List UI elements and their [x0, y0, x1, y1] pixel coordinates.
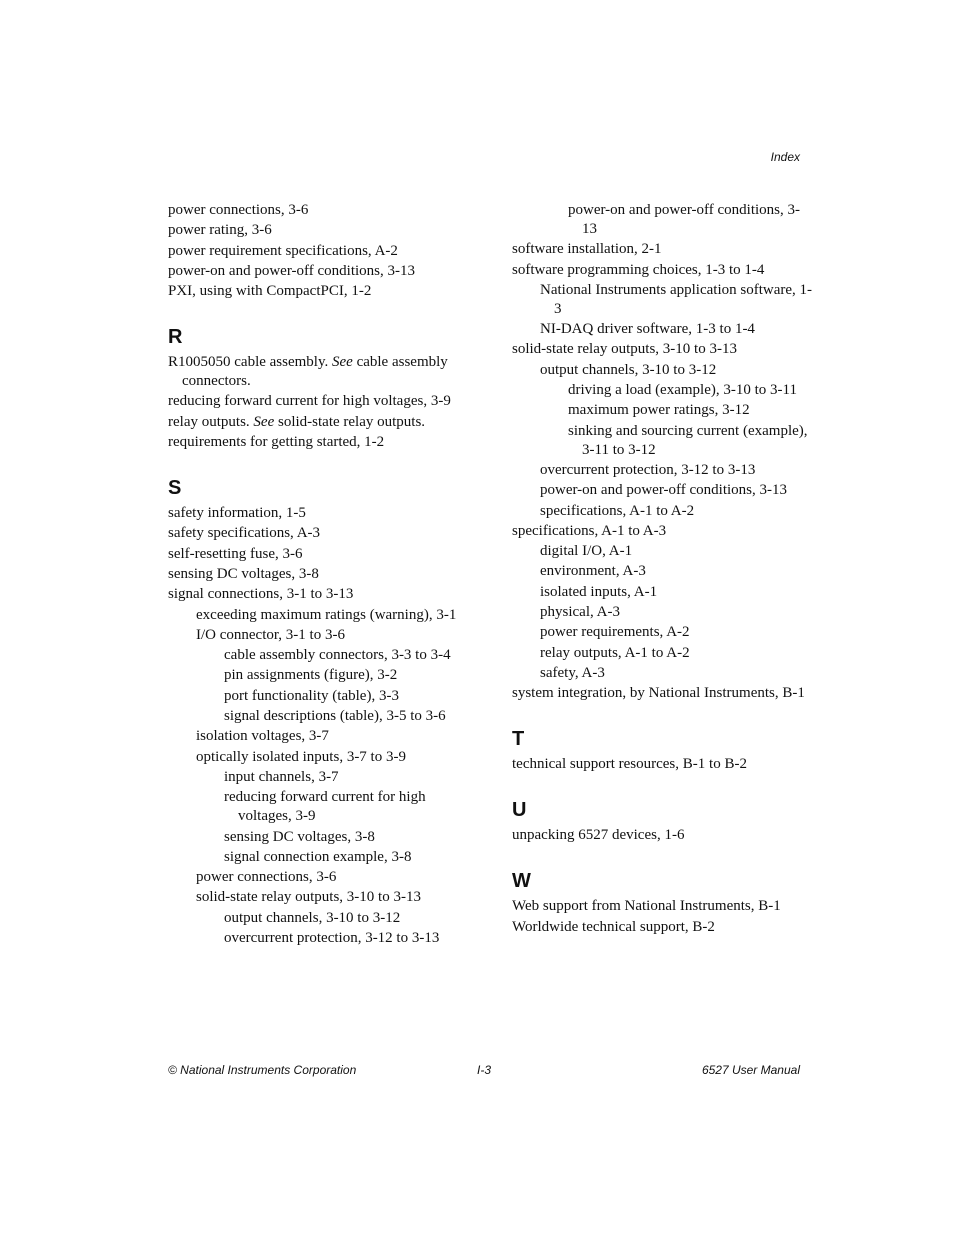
index-subsubentry: driving a load (example), 3-10 to 3-11	[568, 382, 797, 399]
index-subsubentry: input channels, 3-7	[224, 768, 339, 785]
section-letter-t: T	[512, 728, 525, 751]
index-subentry: output channels, 3-10 to 3-12	[540, 361, 717, 378]
index-subentry: digital I/O, A-1	[540, 543, 633, 560]
index-entry: specifications, A-1 to A-3	[512, 522, 667, 539]
index-subentry: overcurrent protection, 3-12 to 3-13	[540, 461, 756, 478]
footer-copyright: © National Instruments Corporation	[168, 1063, 357, 1077]
index-entry: software programming choices, 1-3 to 1-4	[512, 261, 765, 278]
index-entry: power requirement specifications, A-2	[168, 242, 398, 259]
index-entry: Worldwide technical support, B-2	[512, 918, 715, 935]
index-subentry: isolated inputs, A-1	[540, 583, 658, 600]
section-letter-r: R	[168, 326, 183, 349]
entry-text: solid-state relay outputs.	[274, 413, 426, 430]
index-subentry: power connections, 3-6	[196, 869, 337, 886]
entry-text: relay outputs.	[168, 413, 254, 430]
index-entry: power rating, 3-6	[168, 222, 272, 239]
index-subentry: power-on and power-off conditions, 3-13	[540, 482, 787, 499]
entry-text: cable assembly connectors.	[182, 354, 448, 390]
section-letter-u: U	[512, 799, 527, 822]
page-number: I-3	[477, 1063, 492, 1077]
index-subentry: relay outputs, A-1 to A-2	[540, 644, 690, 661]
index-subentry: physical, A-3	[540, 604, 620, 621]
index-entry: solid-state relay outputs, 3-10 to 3-13	[512, 341, 737, 358]
index-subsubentry: signal connection example, 3-8	[224, 848, 412, 865]
index-subsubentry: power-on and power-off conditions, 3-13	[568, 202, 800, 237]
index-entry: technical support resources, B-1 to B-2	[512, 756, 747, 773]
index-subentry: optically isolated inputs, 3-7 to 3-9	[196, 748, 406, 765]
index-subsubentry: cable assembly connectors, 3-3 to 3-4	[224, 647, 451, 664]
footer-manual-title: 6527 User Manual	[701, 1063, 800, 1077]
index-subentry: I/O connector, 3-1 to 3-6	[196, 626, 345, 643]
index-subentry: National Instruments application software, 1-3	[540, 281, 813, 317]
index-entry: signal connections, 3-1 to 3-13	[168, 586, 354, 603]
index-entry: power-on and power-off conditions, 3-13	[168, 262, 415, 279]
index-subsubentry: overcurrent protection, 3-12 to 3-13	[224, 930, 440, 947]
index-subsubentry: sinking and sourcing current (example), 3-11 to 3-12	[568, 422, 808, 458]
section-letter-s: S	[168, 477, 182, 500]
index-subentry: NI-DAQ driver software, 1-3 to 1-4	[540, 321, 755, 338]
index-subentry: power requirements, A-2	[540, 624, 690, 641]
index-column-left	[168, 201, 468, 949]
running-header: Index	[770, 150, 800, 164]
index-entry: PXI, using with CompactPCI, 1-2	[168, 283, 372, 300]
index-entry: requirements for getting started, 1-2	[168, 434, 385, 451]
index-subentry: exceeding maximum ratings (warning), 3-1	[196, 606, 457, 623]
index-subentry: environment, A-3	[540, 563, 646, 580]
index-entry: system integration, by National Instruments, B-1	[512, 685, 805, 702]
index-subsubentry: signal descriptions (table), 3-5 to 3-6	[224, 708, 446, 725]
see-reference: See	[253, 413, 275, 430]
section-letter-w: W	[512, 870, 531, 893]
index-entry: Web support from National Instruments, B-1	[512, 898, 781, 915]
index-entry: self-resetting fuse, 3-6	[168, 545, 303, 562]
index-entry	[168, 353, 468, 391]
index-subsubentry: reducing forward current for high voltages, 3-9	[224, 789, 426, 825]
index-subsubentry: maximum power ratings, 3-12	[568, 402, 750, 419]
index-entry: reducing forward current for high voltages, 3-9	[168, 393, 451, 410]
index-subsubentry: output channels, 3-10 to 3-12	[224, 909, 401, 926]
index-subsubentry: sensing DC voltages, 3-8	[224, 828, 375, 845]
index-subentry: solid-state relay outputs, 3-10 to 3-13	[196, 889, 421, 906]
index-entry: safety specifications, A-3	[168, 525, 321, 542]
index-subsubentry: pin assignments (figure), 3-2	[224, 667, 398, 684]
index-subentry: safety, A-3	[540, 664, 605, 681]
index-entry: safety information, 1-5	[168, 505, 306, 522]
index-entry	[168, 413, 468, 432]
index-column-right	[512, 201, 812, 938]
index-entry: unpacking 6527 devices, 1-6	[512, 827, 685, 844]
index-subentry: isolation voltages, 3-7	[196, 728, 329, 745]
index-subentry: specifications, A-1 to A-2	[540, 502, 695, 519]
see-reference: See	[332, 354, 353, 371]
entry-text: R1005050 cable assembly.	[168, 354, 332, 371]
index-entry: software installation, 2-1	[512, 241, 662, 258]
index-subsubentry: port functionality (table), 3-3	[224, 687, 399, 704]
index-entry: power connections, 3-6	[168, 202, 309, 218]
index-entry: sensing DC voltages, 3-8	[168, 565, 319, 582]
